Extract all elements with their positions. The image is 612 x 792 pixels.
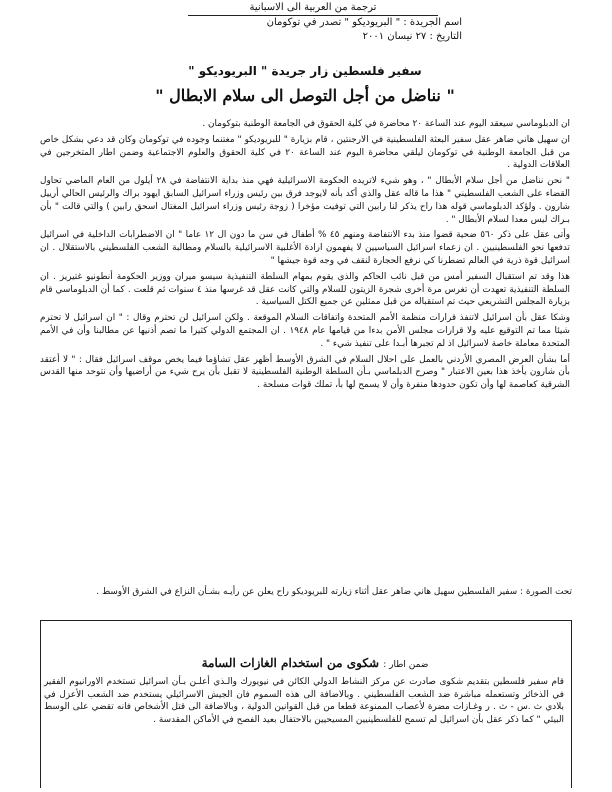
photo-caption: تحت الصورة : سفير الفلسطين سهيل هاني ضاهر عقل أثناء زيارته للبريوديكو راح يعلن عن رأيـه بشـأن النزاع في الشرق الأوسط . <box>96 587 572 597</box>
paragraph: ان سهيل هاني ضاهر عقل سفير البعثة الفلسطينية في الارجنتين ، قام بزيارة " للبريوديكو " مغتنما وجوده في توكومان وكان قد دعي بشكل خاص من قبل الجامعة الوطنية في توكومان ليلقي محاضرة اليوم عند الساعة ٢٠ في كلية الحقوق والعلوم الاجتماعية وضمن اطار المتخرجين في العلاقات الدولية . <box>40 134 570 171</box>
article-date: التاريخ : ٢٧ نيسان ٢٠٠١ <box>362 30 462 42</box>
paragraph: قام سفير فلسطين بتقديم شكوى صادرت عن مركز النشاط الدولي الكائن في نيويورك والـذي أعلـن بـأن اسرائيل تستخدم الاورانيوم الفقير في الذخائر وتستعمله مباشرة ضد الشعب الفلسطيني . وبالاضافة الى هذه السموم فان الجيش الاسرائيلي يستخدم ضد الشعب الأعزل في بلادي ث .س - ث . ر وغـازات مضرة لأعصاب الممنوعة قطعا من قبل القوانين الدولية ، وبالاضافة الى قتل الأشخاص فانه تقضي على الوسط البيئي " كما ذكر عقل بأن اسرائيل لم تسمح للفلسطينيين المسيحيين بالاحتفال بعيد الفصح في الأماكن المقدسة . <box>44 677 564 725</box>
paragraph: هذا وقد تم استقبال السفير أمس من قبل نائب الحاكم والذي يقوم بمهام السلطة التنفيذية سيسو ميران ووزير الحكومة أنطونيو غتيريز . ان السلطة التنفيذية تعهدت أن تغرس مرة أخرى شجرة الزيتون للسلام والتي كانت عقل قد غرسها منذ ٤ سنوات ثم قلعت . كما أن الدبلوماسي قام بزيارة المجلس التشريعي حيث تم استقباله من قبل ممثلين عن جميع الكتل السياسية . <box>40 271 570 308</box>
paragraph: ان الدبلوماسي سيعقد اليوم عند الساعة ٢٠ محاضرة في كلية الحقوق في الجامعة الوطنية بتوكومان . <box>202 119 570 129</box>
sidebar-box-title <box>150 656 480 670</box>
article-subtitle: سفير فلسطين زار جريدة " البريوديكو " <box>188 64 422 78</box>
paragraph: وأتى عقل على ذكر ٥٦٠ ضحية قضوا منذ بدء الانتفاضة ومنهم ٤٥ % أطفال في سن ما دون ال ١٢ عاما " ان الاضطرابات الداخلية في اسرائيل تدفعها نحو الفلسطينيين . ان زعماء اسرائيل السياسيين لا يفهمون ارادة الأغلبية الاسرائيلية بالسلام ومطالبة الشعب الفلسطيني بالاستقلال . ان اسرائيل قوة ذرية في العالم تضطرنا كي نرفع الحجارة لنقف في وجه قوة جيشها " <box>40 230 570 266</box>
sidebar-box-body <box>44 676 564 728</box>
paragraph: أما بشأن العرض المصري الأردني بالعمل على احلال السلام في الشرق الأوسط أظهر عقل تشاؤما فيما يخص موقف اسرائيل فقال : " لا أعتقد بأن شارون يأخذ هذا بعين الاعتبار " وصرح الدبلماسي بـأن السلطة الوطنية الفلسطينية لا تقبل بأن يرح شيء من أراضيها وأن نتوحد منها القدس الشرقية كعاصمة لها وأن تكون حدودها منفرة وأن لا يسمح لها بأ، تملك قوات مسلحة . <box>40 354 570 391</box>
article-body <box>40 118 570 395</box>
paragraph: " نحن نناضل من أجل سلام الأبطال " ، وهو شيء لاتريده الحكومة الاسرائيلية فهي منذ بداية الانتفاضة في ٢٨ أيلول من العام الماضي تحاول القضاء على الشعب الفلسطيني " هذا ما قاله عقل والذي أكد بأنه لايوجد فرق بين رئيس وزراء اسرائيل السابق ايهود براك والرئيس الحالي أرييل شارون . ولؤكد الدبلوماسي قوله هذا راح يذكر لنا رابين التي توفيت مؤخرا ( زوجة رئيس وزراء اسرائيل المغتال اسحق رابين ) والتي قالت " بأن بـراك ليس معدا لسلام الأبطال " . <box>40 176 571 225</box>
sidebar-box-title-text: شكوى من استخدام الغازات السامة <box>201 656 380 670</box>
translation-label: ترجمة من العربية الى الاسبانية <box>188 2 438 16</box>
paragraph: وشكا عقل بأن اسرائيل لاتنفذ قرارات منظمة الأمم المتحدة واتفاقات السلام الموقعة . ولكن اسرائيل لن تحترم وقال : " ان اسرائيل لا تحترم شيئا مما تم التوقيع عليه ولا قرارات مجلس الأمن بدءا من قيامها عام ١٩٤٨ . ان المجتمع الدولي كثيرا ما تصم أذنيها عن مطالبنا وأن في الأمم المتحدة معاملة خاصة لاسرائيل اذ لم تجبرها أبـدا على تنفيذ شيء " . <box>40 313 570 349</box>
article-meta <box>162 16 462 43</box>
article-title: " نناضل من أجل التوصل الى سلام الابطال " <box>155 86 455 105</box>
newspaper-name: اسم الجريدة : " البريوديكو " تصدر في توكومان <box>266 17 462 28</box>
sidebar-box-title-prefix: ضمن اطار : <box>383 660 429 670</box>
